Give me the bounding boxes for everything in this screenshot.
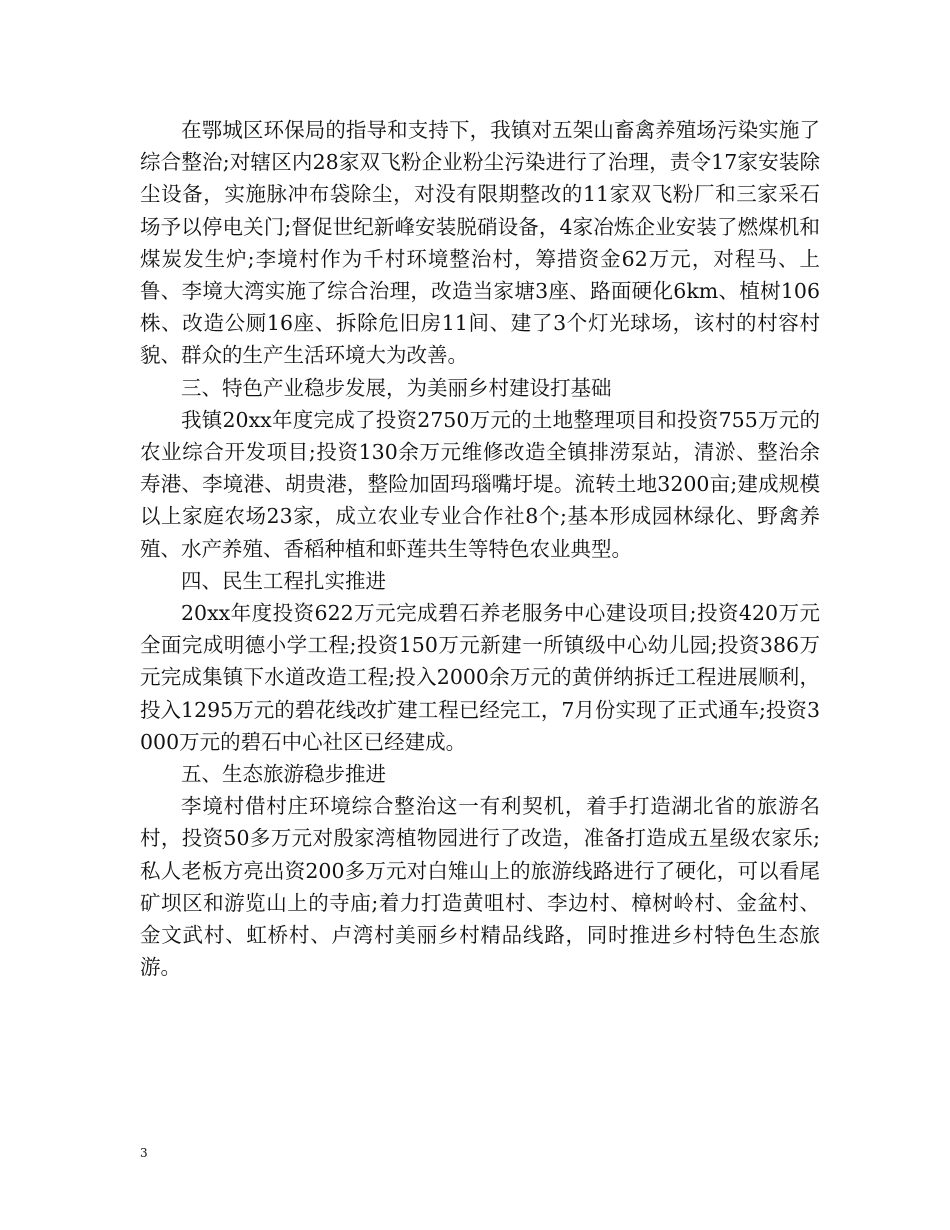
page-number: 3 — [140, 1146, 148, 1160]
section-heading-eco-tourism: 五、生态旅游稳步推进 — [181, 762, 386, 787]
paragraph-livelihood-projects: 20xx年度投资622万元完成碧石养老服务中心建设项目;投资420万元全面完成明德小学工程;投资150万元新建一所镇级中心幼儿园;投资386万元完成集镇下水道改造工程;投入2000余万元的黄併纳拆迁工程进展顺利，投入1295万元的碧花线改扩建工程已经完工，7月份实现了正式通车;投资3000万元的碧石中心社区已经建成。 — [140, 601, 820, 754]
document-body — [140, 114, 820, 983]
paragraph-eco-tourism: 李境村借村庄环境综合整治这一有利契机，着手打造湖北省的旅游名村，投资50多万元对殷家湾植物园进行了改造，准备打造成五星级农家乐;私人老板方亮出资200多万元对白雉山上的旅游线路进行了硬化，可以看尾矿坝区和游览山上的寺庙;着力打造黄咀村、李边村、樟树岭村、金盆村、金文武村、虹桥村、卢湾村美丽乡村精品线路，同时推进乡村特色生态旅游。 — [140, 794, 820, 980]
paragraph-environment-remediation: 在鄂城区环保局的指导和支持下，我镇对五架山畜禽养殖场污染实施了综合整治;对辖区内28家双飞粉企业粉尘污染进行了治理，责令17家安装除尘设备，实施脉冲布袋除尘，对没有限期整改的11家双飞粉厂和三家采石场予以停电关门;督促世纪新峰安装脱硝设备，4家冶炼企业安装了燃煤机和煤炭发生炉;李境村作为千村环境整治村，筹措资金62万元，对程马、上鲁、李境大湾实施了综合治理，改造当家塘3座、路面硬化6km、植树106株、改造公厕16座、拆除危旧房11间、建了3个灯光球场，该村的村容村貌、群众的生产生活环境大为改善。 — [140, 118, 820, 368]
section-heading-livelihood-projects: 四、民生工程扎实推进 — [181, 568, 386, 593]
section-heading-specialty-industry: 三、特色产业稳步发展，为美丽乡村建设打基础 — [181, 375, 612, 400]
paragraph-specialty-industry: 我镇20xx年度完成了投资2750万元的土地整理项目和投资755万元的农业综合开发项目;投资130余万元维修改造全镇排涝泵站，清淤、整治余寿港、李境港、胡贵港，整险加固玛瑙嘴圩堤。流转土地3200亩;建成规模以上家庭农场23家，成立农业专业合作社8个;基本形成园林绿化、野禽养殖、水产养殖、香稻种植和虾莲共生等特色农业典型。 — [140, 407, 820, 561]
